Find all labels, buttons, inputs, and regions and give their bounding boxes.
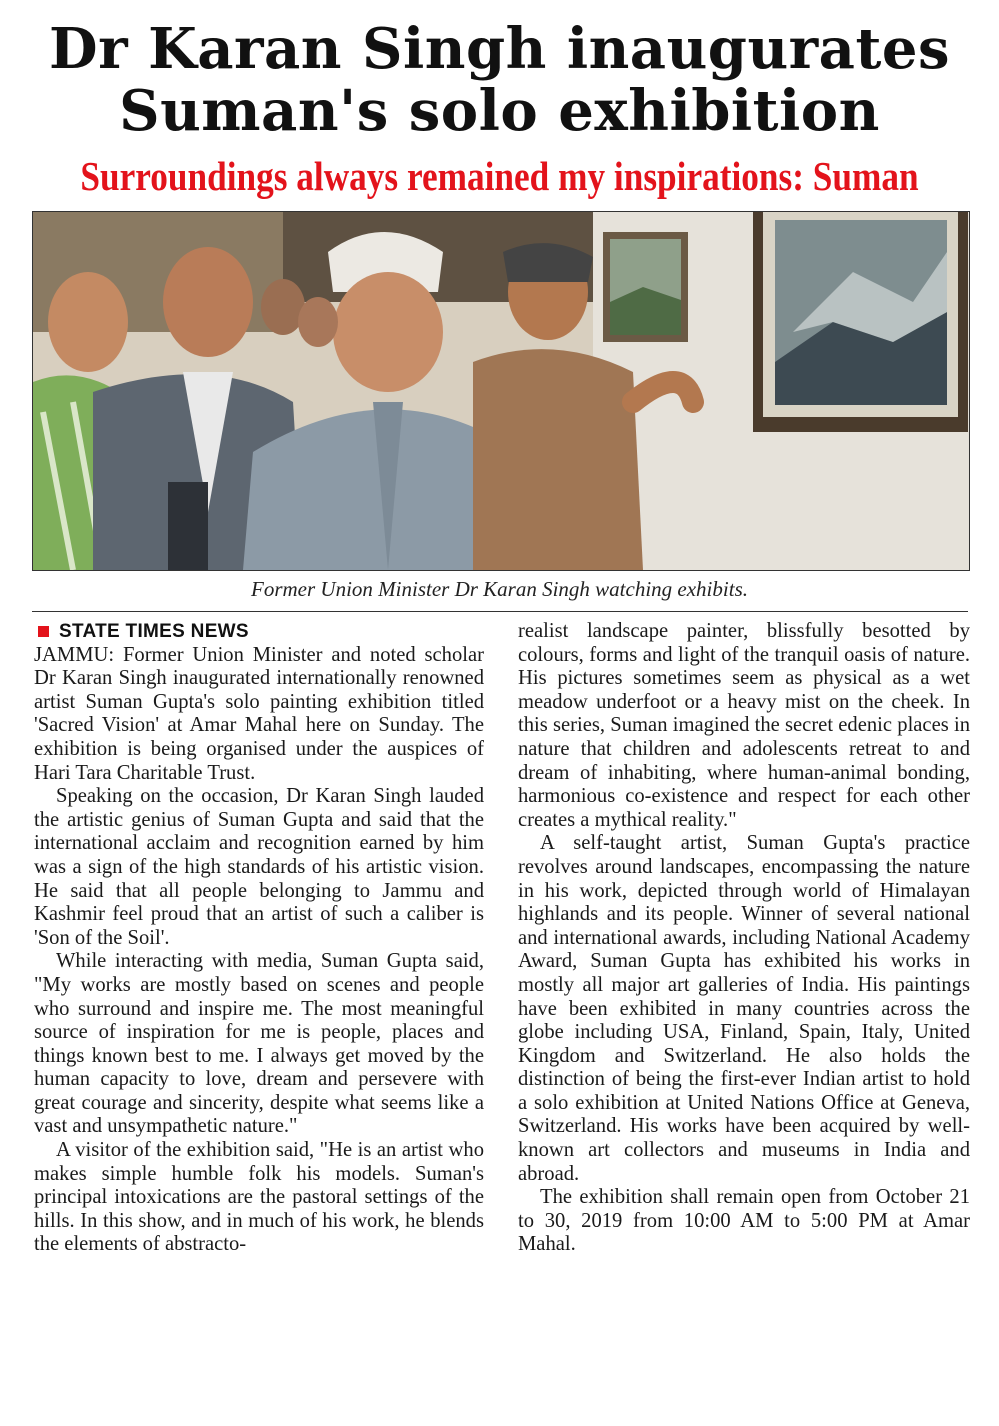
headline-line-1: Dr Karan Singh inaugurates: [49, 16, 950, 82]
paragraph: While interacting with media, Suman Gupta said, "My works are mostly based on scenes and people who surround and inspire me. The most meaningful source of inspiration for me is people, places and things known best to me. I always get moved by the human capacity to love, dream and persevere with great courage and sincerity, despite what seems like a vast and unsympathetic nature.": [34, 950, 484, 1138]
article-column-left: [34, 620, 484, 1257]
subheadline: Surroundings always remained my inspirations: Suman: [80, 153, 919, 199]
paragraph: realist landscape painter, blissfully besotted by colours, forms and light of the tranquil oasis of nature. His pictures sometimes seem as physical as a wet meadow underfoot or a heavy mist on the cheek. In this series, Suman imagined the secret edenic places in nature that children and adolescents retreat to and dream of inhabiting, where human-animal bonding, harmonious co-existence and respect for each other creates a mythical reality.": [518, 620, 970, 831]
byline: [34, 620, 484, 644]
byline-text: STATE TIMES NEWS: [59, 621, 249, 642]
exhibition-photo-illustration: [33, 212, 969, 570]
red-square-icon: [38, 626, 49, 637]
photo-caption: Former Union Minister Dr Karan Singh watching exhibits.: [251, 577, 748, 601]
news-photo: [32, 211, 970, 571]
paragraph: Speaking on the occasion, Dr Karan Singh lauded the artistic genius of Suman Gupta and said that the international acclaim and recognition earned by him was a sign of the high standards of his artistic vision. He said that all people belonging to Jammu and Kashmir feel proud that an artist of such a caliber is 'Son of the Soil'.: [34, 785, 484, 949]
headline: [0, 18, 999, 142]
paragraph: JAMMU: Former Union Minister and noted scholar Dr Karan Singh inaugurated internationally renowned artist Suman Gupta's solo painting exhibition titled 'Sacred Vision' at Amar Mahal here on Sunday. The exhibition is being organised under the auspices of Hari Tara Charitable Trust.: [34, 643, 484, 784]
divider-rule: [32, 611, 968, 612]
headline-line-2: Suman's solo exhibition: [119, 78, 880, 144]
article-column-right: [518, 620, 970, 1257]
paragraph: A self-taught artist, Suman Gupta's practice revolves around landscapes, encompassing the nature in his work, depicted through world of Himalayan highlands and its people. Winner of several national and international awards, including National Academy Award, Suman Gupta has exhibited his works in mostly all major art galleries of India. His paintings have been exhibited in many countries across the globe including USA, Finland, Spain, Italy, United Kingdom and Switzerland. He also holds the distinction of being the first-ever Indian artist to hold a solo exhibition at United Nations Office at Geneva, Switzerland. His works have been acquired by well-known art collectors and museums in India and abroad.: [518, 832, 970, 1185]
paragraph: The exhibition shall remain open from October 21 to 30, 2019 from 10:00 AM to 5:00 PM at Amar Mahal.: [518, 1186, 970, 1256]
paragraph: A visitor of the exhibition said, "He is an artist who makes simple humble folk his models. Suman's principal intoxications are the pastoral settings of the hills. In this show, and in much of his work, he blends the elements of abstracto-: [34, 1139, 484, 1256]
